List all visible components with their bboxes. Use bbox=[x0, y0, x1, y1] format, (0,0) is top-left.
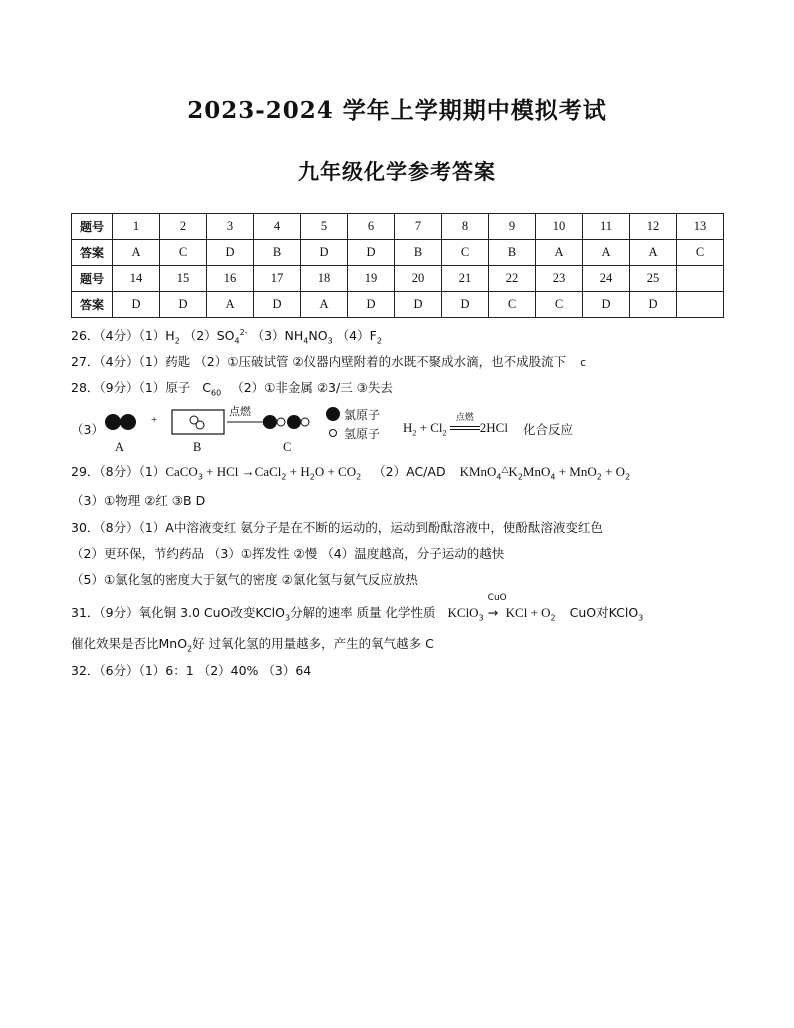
q26-sub: 4 bbox=[303, 336, 309, 346]
question-number-cell: 14 bbox=[113, 266, 160, 292]
q31-text: 好 过氧化氢的用量越多，产生的氧气越多 C bbox=[192, 636, 434, 651]
reaction-diagram bbox=[71, 402, 611, 462]
label-c: C bbox=[283, 440, 292, 454]
answer-cell: C bbox=[489, 292, 536, 318]
q26-sub: 2 bbox=[174, 336, 180, 346]
answer-cell: D bbox=[583, 292, 630, 318]
table-header-cell: 题号 bbox=[72, 266, 113, 292]
eq-condition-label: 点燃 bbox=[455, 413, 474, 423]
answer-28 bbox=[71, 378, 393, 398]
q28-text: 28．（9分）（1）原子 bbox=[71, 380, 191, 395]
legend-chlorine-icon bbox=[326, 407, 340, 421]
question-number-cell: 11 bbox=[583, 214, 630, 240]
answer-cell: D bbox=[160, 292, 207, 318]
q29-sub: 2 bbox=[356, 472, 362, 482]
q31-sub: 3 bbox=[638, 613, 644, 623]
q29-eq: MnO bbox=[522, 464, 551, 479]
eq-sub: 2 bbox=[412, 428, 417, 438]
q26-sub: 2 bbox=[376, 336, 382, 346]
table-header-cell: 题号 bbox=[72, 214, 113, 240]
q29-eq: + HCl →CaCl bbox=[202, 464, 282, 479]
answer-cell: A bbox=[536, 240, 583, 266]
answer-cell: D bbox=[207, 240, 254, 266]
q26-text: （4）F bbox=[336, 328, 377, 343]
q29-eq: K bbox=[508, 464, 518, 479]
chlorine-atom-icon bbox=[287, 415, 301, 429]
q29-sub: 2 bbox=[281, 472, 287, 482]
question-number-cell: 22 bbox=[489, 266, 536, 292]
q31-text: 催化效果是否比MnO bbox=[71, 636, 188, 651]
answer-cell: C bbox=[442, 240, 489, 266]
hydrogen-atom-icon bbox=[301, 418, 309, 426]
question-number-cell: 10 bbox=[536, 214, 583, 240]
hydrogen-atom-icon bbox=[277, 418, 285, 426]
q26-text: （2）SO bbox=[183, 328, 235, 343]
q28-c60: C bbox=[202, 380, 212, 395]
q31-eq: KClO bbox=[447, 605, 479, 620]
q28-sub: 60 bbox=[211, 388, 222, 398]
answer-26 bbox=[71, 326, 382, 346]
question-number-cell: 23 bbox=[536, 266, 583, 292]
arrow-label: 点燃 bbox=[229, 405, 251, 418]
eq-text: H bbox=[403, 420, 413, 435]
question-number-cell: 13 bbox=[677, 214, 724, 240]
q29-eq: + MnO bbox=[555, 464, 597, 479]
answer-cell: A bbox=[583, 240, 630, 266]
answer-cell: C bbox=[536, 292, 583, 318]
q29-sub: 4 bbox=[550, 472, 556, 482]
q29-eq: O + CO bbox=[314, 464, 357, 479]
question-number-cell: 24 bbox=[583, 266, 630, 292]
eq-text: 2HCl bbox=[479, 420, 508, 435]
answer-cell: A bbox=[301, 292, 348, 318]
q31-text: 分解的速率 质量 化学性质 bbox=[290, 605, 436, 620]
answer-cell: D bbox=[348, 240, 395, 266]
q29-eq: KMnO bbox=[459, 464, 497, 479]
label-a: A bbox=[115, 440, 125, 454]
chlorine-atom-icon bbox=[105, 414, 121, 430]
answer-cell: A bbox=[630, 240, 677, 266]
table-row bbox=[72, 266, 724, 292]
question-number-cell: 16 bbox=[207, 266, 254, 292]
q26-sup: 2- bbox=[239, 327, 248, 337]
chlorine-atom-icon bbox=[120, 414, 136, 430]
answer-31-line2 bbox=[71, 634, 434, 654]
question-number-cell: 5 bbox=[301, 214, 348, 240]
arrow-icon: → bbox=[487, 605, 499, 620]
answer-cell: C bbox=[160, 240, 207, 266]
q31-sub: 3 bbox=[284, 613, 291, 623]
question-number-cell: 9 bbox=[489, 214, 536, 240]
answer-27 bbox=[71, 352, 586, 370]
q27-text: 27．（4分）（1）药匙 （2）①压破试管 ②仪器内壁附着的水既不聚成水滴，也不成股流下 bbox=[71, 354, 567, 369]
answer-29 bbox=[71, 462, 630, 482]
answer-31 bbox=[71, 593, 644, 623]
question-number-cell: 21 bbox=[442, 266, 489, 292]
answer-cell bbox=[677, 292, 724, 318]
q29-sub: 2 bbox=[625, 472, 631, 482]
table-row bbox=[72, 292, 724, 318]
q31-arrow bbox=[487, 593, 507, 620]
page-title: 2023-2024 学年上学期期中模拟考试 bbox=[187, 97, 607, 124]
question-number-cell: 12 bbox=[630, 214, 677, 240]
q31-sub: 3 bbox=[478, 613, 484, 623]
question-number-cell: 19 bbox=[348, 266, 395, 292]
question-number-cell: 4 bbox=[254, 214, 301, 240]
question-number-cell: 8 bbox=[442, 214, 489, 240]
reaction-type: 化合反应 bbox=[523, 422, 574, 437]
chlorine-atom-icon bbox=[263, 415, 277, 429]
answer-table bbox=[71, 213, 724, 318]
q29-sub: 2 bbox=[517, 472, 523, 482]
question-number-cell bbox=[677, 266, 724, 292]
question-number-cell: 2 bbox=[160, 214, 207, 240]
eq-sub: 2 bbox=[442, 428, 447, 438]
q29-sub: 3 bbox=[197, 472, 203, 482]
answer-cell: C bbox=[677, 240, 724, 266]
q31-sub: 2 bbox=[187, 644, 193, 654]
q31-text: 31．（9分）氧化铜 3.0 CuO改变KClO bbox=[71, 605, 285, 620]
reaction-part-label: （3） bbox=[71, 422, 104, 437]
table-header-cell: 答案 bbox=[72, 292, 113, 318]
question-number-cell: 25 bbox=[630, 266, 677, 292]
answer-cell: A bbox=[207, 292, 254, 318]
question-number-cell: 7 bbox=[395, 214, 442, 240]
question-number-cell: 1 bbox=[113, 214, 160, 240]
table-row bbox=[72, 214, 724, 240]
answer-29-line2: （3）①物理 ②红 ③B D bbox=[71, 493, 206, 508]
q29-text: 29．（8分）（1） bbox=[71, 464, 166, 479]
answer-32: 32．（6分）（1）6：1 （2）40% （3）64 bbox=[71, 663, 312, 678]
answer-30-line1: 30．（8分）（1）A中溶液变红 氨分子是在不断的运动的，运动到酚酞溶液中，使酚酞溶液变红色 bbox=[71, 520, 603, 535]
q26-sub: 4 bbox=[234, 336, 240, 346]
q26-text: NO bbox=[308, 328, 328, 343]
q26-text: （3）NH bbox=[251, 328, 304, 343]
eq-condition bbox=[450, 413, 480, 432]
question-number-cell: 3 bbox=[207, 214, 254, 240]
answer-cell: D bbox=[254, 292, 301, 318]
answer-30-line3: （5）①氯化氢的密度大于氨气的密度 ②氯化氢与氨气反应放热 bbox=[71, 572, 418, 587]
chemical-equation bbox=[403, 413, 508, 438]
q29-eq: CaCO bbox=[165, 464, 198, 479]
q29-eq: + H bbox=[286, 464, 310, 479]
catalyst-label: CuO bbox=[487, 593, 507, 603]
answer-cell: D bbox=[630, 292, 677, 318]
table-header-cell: 答案 bbox=[72, 240, 113, 266]
answer-cell: D bbox=[113, 292, 160, 318]
q31-text: CuO对KClO bbox=[569, 605, 639, 620]
question-number-cell: 17 bbox=[254, 266, 301, 292]
eq-line bbox=[450, 429, 480, 430]
answer-cell: D bbox=[301, 240, 348, 266]
answer-cell: D bbox=[442, 292, 489, 318]
question-number-cell: 6 bbox=[348, 214, 395, 240]
q29-sub: 4 bbox=[496, 472, 502, 482]
q26-sub: 3 bbox=[327, 336, 333, 346]
q31-sub: 2 bbox=[550, 613, 556, 623]
q29-sub: 2 bbox=[596, 472, 602, 482]
question-number-cell: 18 bbox=[301, 266, 348, 292]
q28-text: （2）①非金属 ②3/三 ③失去 bbox=[231, 380, 393, 395]
label-b: B bbox=[193, 440, 202, 454]
legend-hydrogen-label: 氢原子 bbox=[344, 427, 381, 441]
table-row bbox=[72, 240, 724, 266]
q27-tail: c bbox=[580, 356, 587, 369]
question-number-cell: 20 bbox=[395, 266, 442, 292]
answer-30-line2: （2）更环保，节约药品 （3）①挥发性 ②慢 （4）温度越高，分子运动的越快 bbox=[71, 546, 505, 561]
legend-hydrogen-icon bbox=[330, 430, 337, 437]
plus-sign: + bbox=[151, 414, 158, 426]
answer-cell: B bbox=[489, 240, 536, 266]
answer-cell: D bbox=[348, 292, 395, 318]
answer-cell: A bbox=[113, 240, 160, 266]
page-subtitle: 九年级化学参考答案 bbox=[298, 159, 496, 184]
delta-icon: △ bbox=[501, 465, 509, 475]
legend-chlorine-label: 氯原子 bbox=[344, 408, 381, 422]
q29-eq: + O bbox=[601, 464, 626, 479]
q29-sub: 2 bbox=[309, 472, 315, 482]
answer-cell: B bbox=[395, 240, 442, 266]
question-number-cell: 15 bbox=[160, 266, 207, 292]
q31-eq: KCl + O bbox=[505, 605, 551, 620]
eq-line bbox=[450, 426, 480, 427]
q26-text: 26．（4分）（1）H bbox=[71, 328, 175, 343]
answer-cell: D bbox=[395, 292, 442, 318]
answer-cell: B bbox=[254, 240, 301, 266]
eq-text: + Cl bbox=[416, 420, 443, 435]
hydrogen-atom-icon bbox=[196, 421, 204, 429]
q29-text: （2）AC/AD bbox=[373, 464, 446, 479]
